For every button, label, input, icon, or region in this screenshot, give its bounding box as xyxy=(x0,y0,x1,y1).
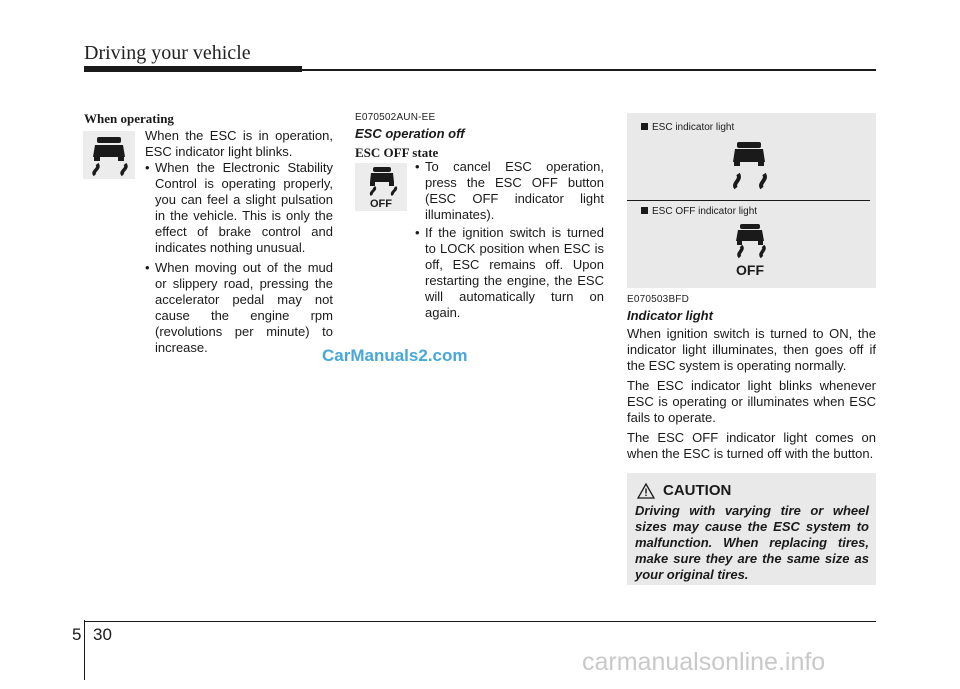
list-item: • When moving out of the mud or slippery road, pressing the accelerator pedal may not cause the engine rpm (revolutions per minute) to increase. xyxy=(145,260,333,356)
footer-divider xyxy=(84,620,85,680)
section-code: E070502AUN-EE xyxy=(355,112,436,123)
esc-off-bullets xyxy=(415,159,604,323)
warning-triangle-icon xyxy=(637,483,655,499)
caution-title: CAUTION xyxy=(663,482,732,499)
paragraph: The ESC OFF indicator light comes on when the ESC is turned off with the button. xyxy=(627,430,876,461)
legend-esc-off-indicator: ESC OFF indicator light xyxy=(641,206,757,217)
header-rule-thick xyxy=(84,66,302,72)
svg-text:OFF: OFF xyxy=(736,262,764,278)
list-item: • To cancel ESC operation, press the ESC OFF button (ESC OFF indicator light illuminates). xyxy=(415,159,604,223)
caution-text: Driving with varying tire or wheel sizes may cause the ESC system to malfunction. When replacing tires, make sure they are the same size as your original tires. xyxy=(635,503,869,582)
paragraph: The ESC indicator light blinks whenever ESC is operating or illuminates when ESC fails to operate. xyxy=(627,378,876,425)
esc-off-indicator-light-icon xyxy=(730,220,770,278)
page-header-title: Driving your vehicle xyxy=(84,42,251,64)
esc-indicator-light-icon xyxy=(726,138,772,192)
page-number: 30 xyxy=(93,625,112,644)
esc-off-icon xyxy=(355,163,407,211)
esc-indicator-icon-box xyxy=(83,131,135,179)
paragraph: When ignition switch is turned to ON, the indicator light illuminates, then goes off if the ESC system is operating normally. xyxy=(627,326,876,373)
when-operating-heading: When operating xyxy=(84,111,174,126)
section-code-indicator: E070503BFD xyxy=(627,294,690,305)
section-number: 5 xyxy=(72,625,82,644)
legend-esc-indicator: ESC indicator light xyxy=(641,122,734,133)
list-item: • When the Electronic Stability Control is operating properly, you can feel a slight pulsation in the vehicle. This is only the effect of brake control and indicates nothing unusual. xyxy=(145,160,333,256)
when-operating-bullets xyxy=(145,160,333,358)
watermark-logo-text: CarManuals2.com xyxy=(322,346,468,365)
indicator-light-body xyxy=(627,326,876,462)
when-operating-intro: When the ESC is in operation, ESC indicator light blinks. xyxy=(145,128,333,159)
list-item: • If the ignition switch is turned to LOCK position when ESC is off, ESC remains off. Upon restarting the engine, the ESC will automatically turn on again. xyxy=(415,225,604,321)
esc-off-icon-box xyxy=(355,163,407,211)
panel-divider xyxy=(627,200,870,201)
esc-operation-off-subtitle: ESC operation off xyxy=(355,126,465,141)
header-rule-thin xyxy=(302,69,876,71)
caution-box xyxy=(627,473,876,585)
footer-rule xyxy=(84,621,876,622)
esc-car-skid-icon xyxy=(83,131,135,179)
indicator-light-subtitle: Indicator light xyxy=(627,308,713,323)
svg-text:OFF: OFF xyxy=(370,198,392,210)
esc-off-state-heading: ESC OFF state xyxy=(355,145,439,160)
watermark-footer-text: carmanualsonline.info xyxy=(582,648,826,676)
